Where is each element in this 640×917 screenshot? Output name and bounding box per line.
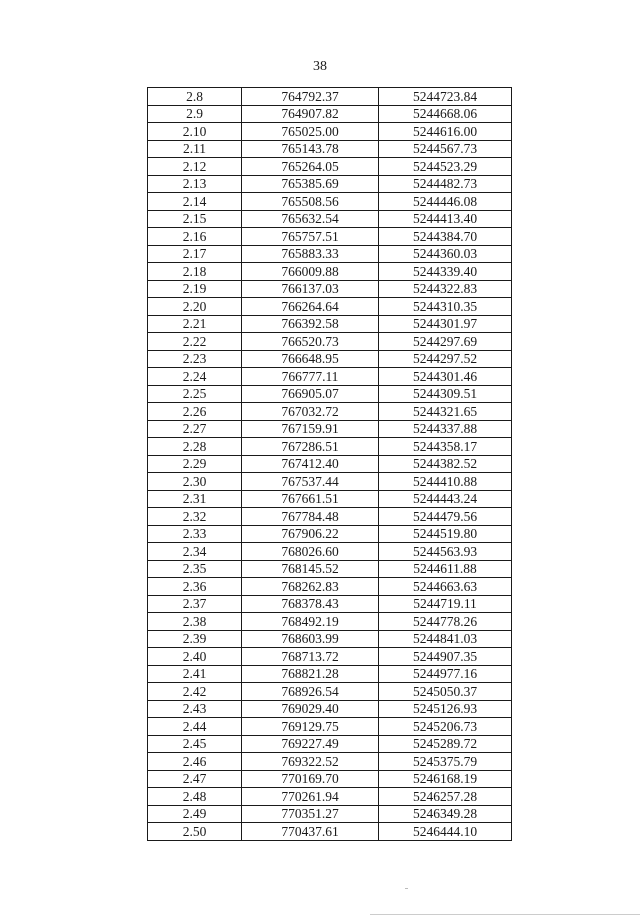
table-row bbox=[148, 578, 512, 596]
table-row bbox=[148, 438, 512, 456]
point-number-cell: 2.19 bbox=[148, 280, 242, 298]
y-coordinate-cell: 5244297.52 bbox=[379, 350, 512, 368]
point-number-cell: 2.18 bbox=[148, 263, 242, 281]
table-row bbox=[148, 420, 512, 438]
y-coordinate-cell: 5244322.83 bbox=[379, 280, 512, 298]
coordinates-table bbox=[147, 87, 512, 841]
point-number-cell: 2.30 bbox=[148, 473, 242, 491]
x-coordinate-cell: 769029.40 bbox=[242, 700, 379, 718]
x-coordinate-cell: 767032.72 bbox=[242, 403, 379, 421]
x-coordinate-cell: 770437.61 bbox=[242, 823, 379, 841]
table-row bbox=[148, 560, 512, 578]
y-coordinate-cell: 5245206.73 bbox=[379, 718, 512, 736]
point-number-cell: 2.24 bbox=[148, 368, 242, 386]
table-row bbox=[148, 105, 512, 123]
point-number-cell: 2.32 bbox=[148, 508, 242, 526]
point-number-cell: 2.48 bbox=[148, 788, 242, 806]
x-coordinate-cell: 769129.75 bbox=[242, 718, 379, 736]
x-coordinate-cell: 766520.73 bbox=[242, 333, 379, 351]
y-coordinate-cell: 5244519.80 bbox=[379, 525, 512, 543]
x-coordinate-cell: 765508.56 bbox=[242, 193, 379, 211]
table-row bbox=[148, 245, 512, 263]
table-row bbox=[148, 263, 512, 281]
x-coordinate-cell: 767906.22 bbox=[242, 525, 379, 543]
point-number-cell: 2.20 bbox=[148, 298, 242, 316]
point-number-cell: 2.43 bbox=[148, 700, 242, 718]
x-coordinate-cell: 766137.03 bbox=[242, 280, 379, 298]
table-row bbox=[148, 823, 512, 841]
x-coordinate-cell: 767412.40 bbox=[242, 455, 379, 473]
x-coordinate-cell: 766777.11 bbox=[242, 368, 379, 386]
point-number-cell: 2.37 bbox=[148, 595, 242, 613]
table-row bbox=[148, 683, 512, 701]
y-coordinate-cell: 5245289.72 bbox=[379, 735, 512, 753]
point-number-cell: 2.16 bbox=[148, 228, 242, 246]
point-number-cell: 2.13 bbox=[148, 175, 242, 193]
point-number-cell: 2.26 bbox=[148, 403, 242, 421]
y-coordinate-cell: 5244310.35 bbox=[379, 298, 512, 316]
y-coordinate-cell: 5244382.52 bbox=[379, 455, 512, 473]
point-number-cell: 2.49 bbox=[148, 805, 242, 823]
table-row bbox=[148, 158, 512, 176]
x-coordinate-cell: 768026.60 bbox=[242, 543, 379, 561]
y-coordinate-cell: 5244297.69 bbox=[379, 333, 512, 351]
x-coordinate-cell: 770169.70 bbox=[242, 770, 379, 788]
y-coordinate-cell: 5244668.06 bbox=[379, 105, 512, 123]
table-row bbox=[148, 315, 512, 333]
y-coordinate-cell: 5244309.51 bbox=[379, 385, 512, 403]
x-coordinate-cell: 764907.82 bbox=[242, 105, 379, 123]
x-coordinate-cell: 767286.51 bbox=[242, 438, 379, 456]
x-coordinate-cell: 767537.44 bbox=[242, 473, 379, 491]
y-coordinate-cell: 5244778.26 bbox=[379, 613, 512, 631]
table-row bbox=[148, 648, 512, 666]
table-row bbox=[148, 613, 512, 631]
table-row bbox=[148, 770, 512, 788]
x-coordinate-cell: 765143.78 bbox=[242, 140, 379, 158]
point-number-cell: 2.21 bbox=[148, 315, 242, 333]
point-number-cell: 2.12 bbox=[148, 158, 242, 176]
y-coordinate-cell: 5244723.84 bbox=[379, 88, 512, 106]
x-coordinate-cell: 768492.19 bbox=[242, 613, 379, 631]
table-row bbox=[148, 88, 512, 106]
y-coordinate-cell: 5244321.65 bbox=[379, 403, 512, 421]
point-number-cell: 2.23 bbox=[148, 350, 242, 368]
x-coordinate-cell: 768926.54 bbox=[242, 683, 379, 701]
y-coordinate-cell: 5244413.40 bbox=[379, 210, 512, 228]
y-coordinate-cell: 5244977.16 bbox=[379, 665, 512, 683]
x-coordinate-cell: 766648.95 bbox=[242, 350, 379, 368]
x-coordinate-cell: 765264.05 bbox=[242, 158, 379, 176]
point-number-cell: 2.50 bbox=[148, 823, 242, 841]
point-number-cell: 2.45 bbox=[148, 735, 242, 753]
point-number-cell: 2.34 bbox=[148, 543, 242, 561]
y-coordinate-cell: 5244616.00 bbox=[379, 123, 512, 141]
point-number-cell: 2.39 bbox=[148, 630, 242, 648]
table-row bbox=[148, 473, 512, 491]
footer-rule bbox=[370, 914, 640, 915]
y-coordinate-cell: 5244523.29 bbox=[379, 158, 512, 176]
y-coordinate-cell: 5245050.37 bbox=[379, 683, 512, 701]
table-row bbox=[148, 630, 512, 648]
point-number-cell: 2.17 bbox=[148, 245, 242, 263]
point-number-cell: 2.42 bbox=[148, 683, 242, 701]
point-number-cell: 2.25 bbox=[148, 385, 242, 403]
point-number-cell: 2.22 bbox=[148, 333, 242, 351]
y-coordinate-cell: 5244482.73 bbox=[379, 175, 512, 193]
table-row bbox=[148, 753, 512, 771]
y-coordinate-cell: 5244719.11 bbox=[379, 595, 512, 613]
y-coordinate-cell: 5244446.08 bbox=[379, 193, 512, 211]
x-coordinate-cell: 764792.37 bbox=[242, 88, 379, 106]
x-coordinate-cell: 768262.83 bbox=[242, 578, 379, 596]
point-number-cell: 2.15 bbox=[148, 210, 242, 228]
x-coordinate-cell: 769227.49 bbox=[242, 735, 379, 753]
table-row bbox=[148, 350, 512, 368]
table-row bbox=[148, 543, 512, 561]
table-row bbox=[148, 228, 512, 246]
point-number-cell: 2.41 bbox=[148, 665, 242, 683]
x-coordinate-cell: 766009.88 bbox=[242, 263, 379, 281]
y-coordinate-cell: 5244841.03 bbox=[379, 630, 512, 648]
x-coordinate-cell: 765632.54 bbox=[242, 210, 379, 228]
x-coordinate-cell: 765883.33 bbox=[242, 245, 379, 263]
x-coordinate-cell: 769322.52 bbox=[242, 753, 379, 771]
x-coordinate-cell: 765025.00 bbox=[242, 123, 379, 141]
x-coordinate-cell: 766905.07 bbox=[242, 385, 379, 403]
y-coordinate-cell: 5244301.46 bbox=[379, 368, 512, 386]
point-number-cell: 2.40 bbox=[148, 648, 242, 666]
table-row bbox=[148, 333, 512, 351]
x-coordinate-cell: 767661.51 bbox=[242, 490, 379, 508]
y-coordinate-cell: 5244410.88 bbox=[379, 473, 512, 491]
x-coordinate-cell: 765385.69 bbox=[242, 175, 379, 193]
point-number-cell: 2.44 bbox=[148, 718, 242, 736]
x-coordinate-cell: 768821.28 bbox=[242, 665, 379, 683]
y-coordinate-cell: 5244907.35 bbox=[379, 648, 512, 666]
y-coordinate-cell: 5244563.93 bbox=[379, 543, 512, 561]
point-number-cell: 2.31 bbox=[148, 490, 242, 508]
y-coordinate-cell: 5244611.88 bbox=[379, 560, 512, 578]
x-coordinate-cell: 768378.43 bbox=[242, 595, 379, 613]
y-coordinate-cell: 5245375.79 bbox=[379, 753, 512, 771]
y-coordinate-cell: 5244360.03 bbox=[379, 245, 512, 263]
y-coordinate-cell: 5244663.63 bbox=[379, 578, 512, 596]
table-row bbox=[148, 210, 512, 228]
point-number-cell: 2.28 bbox=[148, 438, 242, 456]
table-row bbox=[148, 490, 512, 508]
y-coordinate-cell: 5244443.24 bbox=[379, 490, 512, 508]
table-row bbox=[148, 735, 512, 753]
point-number-cell: 2.46 bbox=[148, 753, 242, 771]
point-number-cell: 2.10 bbox=[148, 123, 242, 141]
y-coordinate-cell: 5246257.28 bbox=[379, 788, 512, 806]
point-number-cell: 2.8 bbox=[148, 88, 242, 106]
coordinates-table-body bbox=[148, 88, 512, 841]
y-coordinate-cell: 5246444.10 bbox=[379, 823, 512, 841]
x-coordinate-cell: 766264.64 bbox=[242, 298, 379, 316]
x-coordinate-cell: 767159.91 bbox=[242, 420, 379, 438]
point-number-cell: 2.14 bbox=[148, 193, 242, 211]
x-coordinate-cell: 766392.58 bbox=[242, 315, 379, 333]
point-number-cell: 2.9 bbox=[148, 105, 242, 123]
point-number-cell: 2.29 bbox=[148, 455, 242, 473]
x-coordinate-cell: 768603.99 bbox=[242, 630, 379, 648]
table-row bbox=[148, 175, 512, 193]
table-row bbox=[148, 140, 512, 158]
x-coordinate-cell: 770351.27 bbox=[242, 805, 379, 823]
y-coordinate-cell: 5244384.70 bbox=[379, 228, 512, 246]
table-row bbox=[148, 788, 512, 806]
table-row bbox=[148, 193, 512, 211]
table-row bbox=[148, 403, 512, 421]
y-coordinate-cell: 5244567.73 bbox=[379, 140, 512, 158]
table-row bbox=[148, 525, 512, 543]
x-coordinate-cell: 768713.72 bbox=[242, 648, 379, 666]
y-coordinate-cell: 5244337.88 bbox=[379, 420, 512, 438]
table-row bbox=[148, 508, 512, 526]
y-coordinate-cell: 5244358.17 bbox=[379, 438, 512, 456]
y-coordinate-cell: 5244339.40 bbox=[379, 263, 512, 281]
table-row bbox=[148, 385, 512, 403]
point-number-cell: 2.38 bbox=[148, 613, 242, 631]
point-number-cell: 2.27 bbox=[148, 420, 242, 438]
table-row bbox=[148, 665, 512, 683]
y-coordinate-cell: 5246168.19 bbox=[379, 770, 512, 788]
x-coordinate-cell: 768145.52 bbox=[242, 560, 379, 578]
table-row bbox=[148, 718, 512, 736]
x-coordinate-cell: 767784.48 bbox=[242, 508, 379, 526]
table-row bbox=[148, 298, 512, 316]
point-number-cell: 2.33 bbox=[148, 525, 242, 543]
x-coordinate-cell: 770261.94 bbox=[242, 788, 379, 806]
table-row bbox=[148, 595, 512, 613]
x-coordinate-cell: 765757.51 bbox=[242, 228, 379, 246]
y-coordinate-cell: 5244479.56 bbox=[379, 508, 512, 526]
table-row bbox=[148, 280, 512, 298]
table-row bbox=[148, 455, 512, 473]
y-coordinate-cell: 5245126.93 bbox=[379, 700, 512, 718]
table-row bbox=[148, 805, 512, 823]
point-number-cell: 2.35 bbox=[148, 560, 242, 578]
point-number-cell: 2.36 bbox=[148, 578, 242, 596]
table-row bbox=[148, 123, 512, 141]
point-number-cell: 2.47 bbox=[148, 770, 242, 788]
table-row bbox=[148, 700, 512, 718]
table-row bbox=[148, 368, 512, 386]
scan-speck bbox=[405, 888, 408, 889]
point-number-cell: 2.11 bbox=[148, 140, 242, 158]
page-number: 38 bbox=[313, 59, 327, 74]
y-coordinate-cell: 5246349.28 bbox=[379, 805, 512, 823]
y-coordinate-cell: 5244301.97 bbox=[379, 315, 512, 333]
